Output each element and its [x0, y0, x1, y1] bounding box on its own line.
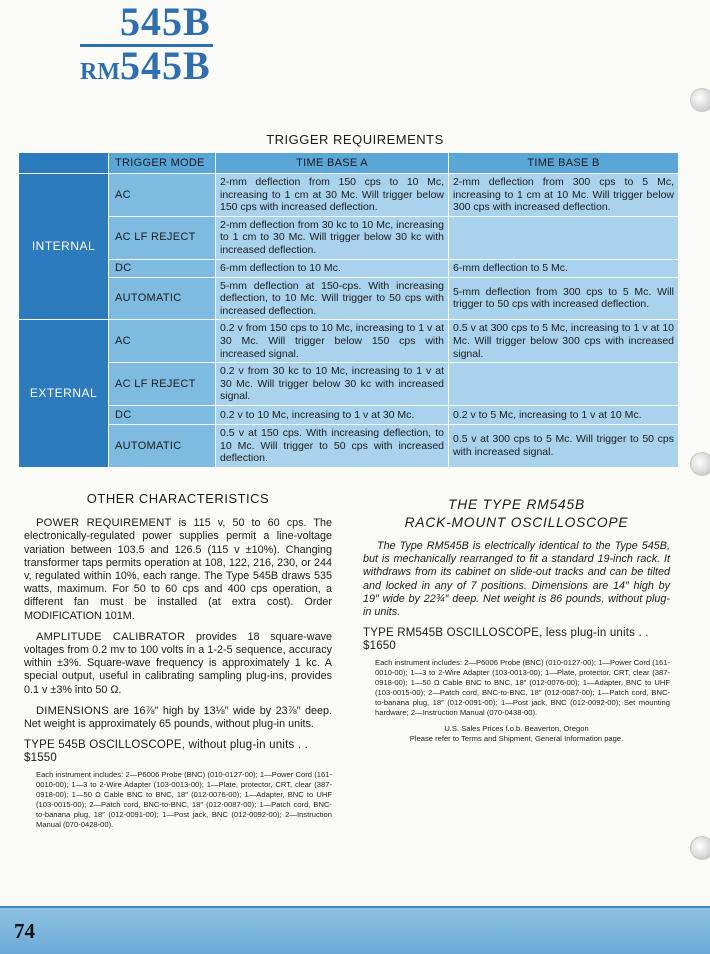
paragraph-lead: POWER REQUIREMENT — [36, 517, 172, 530]
time-base-a-cell: 6-mm deflection to 10 Mc. — [216, 259, 449, 277]
time-base-b-cell: 2-mm deflection from 300 cps to 5 Mc, increasing to 1 cm at 10 Mc. Will trigger below 300 cps with increased deflection. — [449, 174, 679, 217]
table-corner — [19, 153, 109, 174]
trigger-mode: DC — [109, 259, 216, 277]
price-note — [363, 724, 670, 744]
page-number: 74 — [14, 919, 35, 943]
paragraph-lead: AMPLITUDE CALIBRATOR — [36, 630, 186, 643]
column-header: TIME BASE A — [216, 153, 449, 174]
price-line — [363, 627, 670, 653]
price-line — [24, 739, 332, 765]
time-base-b-cell: 6-mm deflection to 5 Mc. — [449, 259, 679, 277]
trigger-mode: AC LF REJECT — [109, 216, 216, 259]
trigger-mode: AUTOMATIC — [109, 424, 216, 467]
trigger-mode: AC — [109, 320, 216, 363]
punch-hole-icon — [690, 836, 710, 860]
time-base-a-cell: 2-mm deflection from 30 kc to 10 Mc, increasing to 1 cm to 30 Mc. Will trigger below 30 kc with increased deflection. — [216, 216, 449, 259]
time-base-b-cell: 5-mm deflection from 300 cps to 5 Mc. Will trigger to 50 cps with increased deflection. — [449, 277, 679, 320]
time-base-a-cell: 0.2 v to 10 Mc, increasing to 1 v at 30 Mc. — [216, 405, 449, 424]
rm-title-line: THE TYPE RM545B — [448, 497, 585, 512]
table-header-row — [19, 153, 679, 174]
table-row — [19, 363, 679, 406]
rm-title-line: RACK-MOUNT OSCILLOSCOPE — [404, 515, 629, 530]
punch-hole-icon — [690, 452, 710, 476]
time-base-b-cell: 0.2 v to 5 Mc, increasing to 1 v at 10 Mc. — [449, 405, 679, 424]
table-row — [19, 216, 679, 259]
table-row — [19, 277, 679, 320]
trigger-requirements-title: TRIGGER REQUIREMENTS — [266, 132, 444, 147]
trigger-requirements-table — [18, 152, 679, 468]
time-base-b-cell: 0.5 v at 300 cps to 5 Mc, increasing to 1 v at 10 Mc. Will trigger below 300 cps with increased signal. — [449, 320, 679, 363]
group-label-internal: INTERNAL — [19, 174, 109, 320]
paragraph-text: is 115 v, 50 to 60 cps. The electronically-regulated power supplies permit a line-voltage variation between 103.5 and 126.5 (115 v ±10%). Changing transformer taps permits operation at 108, 122, 216, 230, or 244 v, regulated within 10%, each range. The Type 545B draws 535 watts, maximum. For 50 to 60 cps and 400 cps operation, a different fan must be installed (at extra cost). Order MODIFICATION 101M. — [24, 517, 332, 622]
dimensions-paragraph — [24, 705, 332, 731]
time-base-a-cell: 0.2 v from 30 kc to 10 Mc, increasing to 1 v at 30 Mc. Will trigger below 30 kc with increased signal. — [216, 363, 449, 406]
rm-section-title — [363, 496, 670, 532]
paragraph-lead: DIMENSIONS — [36, 704, 109, 717]
punch-hole-icon — [690, 88, 710, 112]
group-label-external: EXTERNAL — [19, 320, 109, 468]
price-value: $1550 — [24, 752, 57, 765]
table-row — [19, 424, 679, 467]
price-value: $1650 — [363, 640, 396, 653]
trigger-mode: AC — [109, 174, 216, 217]
time-base-a-cell: 2-mm deflection from 150 cps to 10 Mc, increasing to 1 cm at 30 Mc. Will trigger below 150 cps with increased deflection. — [216, 174, 449, 217]
time-base-b-cell: 0.5 v at 300 cps to 5 Mc. Will trigger to 50 cps with increased signal. — [449, 424, 679, 467]
price-note-line: U.S. Sales Prices f.o.b. Beaverton, Oregon — [444, 723, 589, 733]
rm545b-section — [363, 496, 670, 744]
rm-prefix: RM — [80, 59, 120, 85]
time-base-a-cell: 0.5 v at 150 cps. With increasing deflection, to 10 Mc. Will trigger to 50 cps with increased deflection. — [216, 424, 449, 467]
model-title: 545B — [120, 0, 211, 44]
rm-model-title — [80, 43, 211, 95]
price-label: TYPE RM545B OSCILLOSCOPE, less plug-in units . . — [363, 627, 649, 640]
time-base-a-cell: 0.2 v from 150 cps to 10 Mc, increasing to 1 v at 30 Mc. Will trigger below 150 cps with increased signal. — [216, 320, 449, 363]
trigger-mode: AUTOMATIC — [109, 277, 216, 320]
time-base-b-cell — [449, 216, 679, 259]
included-items-text: Each instrument includes: 2—P6006 Probe (BNC) (010-0127-00); 1—Power Cord (161-0010-00); 1—3 to 2-Wire Adapter (103-0013-00); 1—Plate, protector, CRT, clear (387-0918-00); 1—50 Ω Cable BNC to BNC, 18″ (012-0076-00); 1—Adapter, BNC to UHF (103-0015-00); 2—Patch cord, BNC-to-BNC, 18″ (012-0087-00); 1—Patch cord, BNC-to-banana plug, 18″ (012-0091-00); 1—Post jack, BNC (012-0092-00); 2—Instruction Manual (070-0428-00). — [36, 769, 332, 829]
price-note-line: Please refer to Terms and Shipment, General Information page. — [409, 733, 624, 743]
rm-model-number: 545B — [119, 43, 211, 88]
trigger-mode: AC LF REJECT — [109, 363, 216, 406]
time-base-b-cell — [449, 363, 679, 406]
table-row — [19, 405, 679, 424]
paragraph-text: are 16⅞″ high by 13⅛″ wide by 23⅞″ deep. Net weight is approximately 65 pounds, without plug-in units. — [24, 704, 332, 731]
table-row — [19, 320, 679, 363]
section-title: OTHER CHARACTERISTICS — [86, 491, 270, 506]
price-label: TYPE 545B OSCILLOSCOPE, without plug-in units . . — [24, 739, 309, 752]
footer-band — [0, 908, 710, 954]
other-characteristics-section — [24, 492, 332, 830]
trigger-mode: DC — [109, 405, 216, 424]
table-row — [19, 174, 679, 217]
power-requirement-paragraph — [24, 517, 332, 623]
column-header: TIME BASE B — [449, 153, 679, 174]
column-header: TRIGGER MODE — [109, 153, 216, 174]
paragraph-text: provides 18 square-wave voltages from 0.2 mv to 100 volts in a 1-2-5 sequence, accuracy within ±3%. Square-wave frequency is approximately 1 kc. A special output, useful in calibrating sampling plug-ins, provides 0.1 v ±3% into 50 Ω. — [24, 630, 333, 696]
time-base-a-cell: 5-mm deflection at 150-cps. With increasing deflection, to 10 Mc. Will trigger to 50 cps with increased deflection. — [216, 277, 449, 320]
table-row — [19, 259, 679, 277]
amplitude-calibrator-paragraph — [24, 631, 332, 697]
included-items-text: Each instrument includes: 2—P6006 Probe (BNC) (010-0127-00); 1—Power Cord (161-0010-00); 1—3 to 2-Wire Adapter (103-0013-00); 1—Plate, protector, CRT, clear (387-0918-00); 1—50 Ω Cable BNC to BNC, 18″ (012-0076-00); 1—Adapter, BNC to UHF (103-0015-00); 2—Patch cord, BNC-to-BNC, 18″ (012-0087-00); 1—Patch cord, BNC-to-banana plug, 18″ (012-0091-00); 1—Post jack, BNC (012-0092-00); Set mounting hardware; 2—Instruction Manual (070-0438-00). — [375, 657, 670, 717]
rm-description: The Type RM545B is electrically identical to the Type 545B, but is mechanically rearranged to fit a standard 19-inch rack. It withdraws from its cabinet on slide-out tracks and can be tilted and locked in any of 7 positions. Dimensions are 14″ high by 19″ wide by 22¾″ deep. Net weight is 86 pounds, without plug-in units. — [363, 540, 670, 619]
